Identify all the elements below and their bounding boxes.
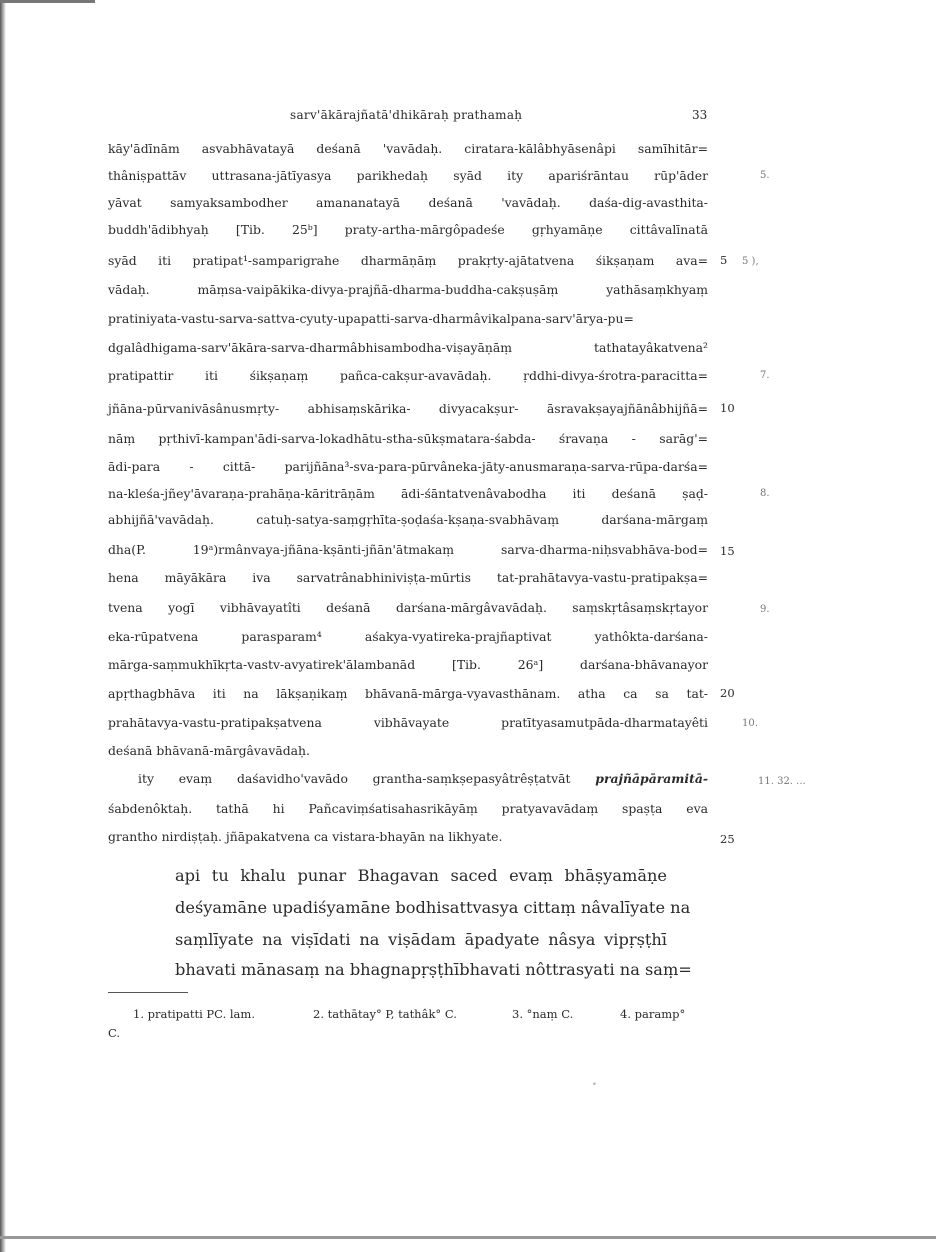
italic-term: prajñāpāramitā- (595, 771, 708, 786)
text-line: vādaḥ. māṃsa-vaipākika-divya-prajñā-dharma-buddha-cakṣuṣāṃ yathāsaṃkhyaṃ (108, 282, 708, 297)
footnote: 4. paramp° (620, 1007, 686, 1021)
text-line: mārga-saṃmukhīkṛta-vastv-avyatirek'ālambanād [Tib. 26ᵃ] darśana-bhāvanayor (108, 657, 708, 672)
line-number: 15 (720, 544, 735, 558)
text-line: kāy'ādīnām asvabhāvatayā deśanā 'vavādaḥ. ciratara-kālâbhyāsenâpi samīhitār= (108, 141, 708, 156)
text-line: ādi-para - cittā- parijñāna³-sva-para-pūrvâneka-jāty-anusmaraṇa-sarva-rūpa-darśa= (108, 459, 708, 474)
margin-mark: 5 ), (742, 256, 759, 267)
text-line: abhijñā'vavādaḥ. catuḥ-satya-saṃgṛhīta-ṣoḍaśa-kṣaṇa-svabhāvaṃ darśana-mārgaṃ (108, 512, 708, 527)
line-number: 10 (720, 401, 735, 415)
text-line: tvena yogī vibhāvayatîti deśanā darśana-mārgâvavādaḥ. saṃskṛtâsaṃskṛtayor (108, 600, 708, 615)
text-line: syād iti pratipat¹-samparigrahe dharmāṇāṃ prakṛty-ajātatvena śikṣaṇam ava= (108, 253, 708, 268)
page-number: 33 (692, 108, 708, 122)
text-line: jñāna-pūrvanivāsânusmṛty- abhisaṃskārika- divyacakṣur- āsravakṣayajñānâbhijñā= (108, 401, 708, 416)
line-number: 20 (720, 686, 735, 700)
text-line: deśanā bhāvanā-mārgâvavādaḥ. (108, 743, 310, 758)
text-line: grantho nirdiṣṭaḥ. jñāpakatvena ca vistara-bhayān na likhyate. (108, 829, 503, 844)
margin-mark: 10. (742, 718, 758, 729)
root-text-line: bhavati mānasaṃ na bhagnapṛṣṭhībhavati nôttrasyati na saṃ= (175, 960, 692, 979)
footnote-rule (108, 992, 188, 993)
scan-bottom-edge (0, 1236, 936, 1239)
text-line (138, 771, 708, 786)
text-line: pratiniyata-vastu-sarva-sattva-cyuty-upapatti-sarva-dharmâvikalpana-sarv'ārya-pu= (108, 311, 634, 326)
text-line: apṛthagbhāva iti na lākṣaṇikaṃ bhāvanā-mārga-vyavasthānam. atha ca sa tat- (108, 686, 708, 701)
text-segment: ity evaṃ daśavidho'vavādo grantha-saṃkṣepasyâtrêṣṭatvāt (138, 771, 571, 786)
text-line: na-kleśa-jñey'āvaraṇa-prahāṇa-kāritrāṇām ādi-śāntatvenâvabodha iti deśanā ṣaḍ- (108, 486, 708, 501)
line-number: 25 (720, 832, 735, 846)
scan-speck: • (592, 1080, 597, 1089)
root-text-line: api tu khalu punar Bhagavan saced evaṃ bhāṣyamāṇe (175, 866, 667, 885)
scan-top-edge (0, 0, 95, 3)
text-line: yāvat samyaksambodher amananatayā deśanā 'vavādaḥ. daśa-dig-avasthita- (108, 195, 708, 210)
text-line: dha(P. 19ᵃ)rmânvaya-jñāna-kṣānti-jñān'ātmakaṃ sarva-dharma-niḥsvabhāva-bod= (108, 542, 708, 557)
running-title: sarv'ākārajñatā'dhikāraḥ prathamaḥ (290, 108, 523, 122)
margin-mark: 9. (760, 604, 770, 615)
scan-left-edge (0, 0, 6, 1252)
margin-mark: 7. (760, 370, 770, 381)
running-header (0, 108, 936, 128)
text-line: dgalâdhigama-sarv'ākāra-sarva-dharmâbhisambodha-viṣayāṇāṃ tathatayâkatvena² (108, 340, 708, 355)
text-line: śabdenôktaḥ. tathā hi Pañcaviṃśatisahasrikāyāṃ pratyavavādaṃ spaṣṭa eva (108, 801, 708, 816)
text-line: nāṃ pṛthivī-kampan'ādi-sarva-lokadhātu-stha-sūkṣmatara-śabda- śravaṇa - sarāg'= (108, 431, 708, 446)
line-number: 5 (720, 253, 728, 267)
text-line: prahātavya-vastu-pratipakṣatvena vibhāvayate pratītyasamutpāda-dharmatayêti (108, 715, 708, 730)
margin-mark: 8. (760, 488, 770, 499)
margin-mark: 5. (760, 170, 770, 181)
footnote: 1. pratipatti PC. lam. (133, 1007, 255, 1021)
text-line: buddh'ādibhyaḥ [Tib. 25ᵇ] praty-artha-mārgôpadeśe gṛhyamāṇe cittâvalīnatā (108, 222, 708, 237)
root-text-line: deśyamāne upadiśyamāne bodhisattvasya cittaṃ nâvalīyate na (175, 898, 691, 917)
footnote: 3. °naṃ C. (512, 1007, 574, 1021)
footnote: 2. tathātay° P, tathâk° C. (313, 1007, 457, 1021)
root-text-line: saṃlīyate na viṣīdati na viṣādam āpadyate nâsya vipṛṣṭhī (175, 930, 667, 949)
text-line: thâniṣpattāv uttrasana-jātīyasya parikhedaḥ syād ity apariśrāntau rūp'āder (108, 168, 708, 183)
text-line: eka-rūpatvena parasparam⁴ aśakya-vyatireka-prajñaptivat yathôkta-darśana- (108, 629, 708, 644)
margin-mark: 11. 32. ... (758, 776, 806, 787)
footnote-continuation: C. (108, 1026, 121, 1040)
text-line: hena māyākāra iva sarvatrânabhiniviṣṭa-mūrtis tat-prahātavya-vastu-pratipakṣa= (108, 570, 708, 585)
text-line: pratipattir iti śikṣaṇaṃ pañca-cakṣur-avavādaḥ. ṛddhi-divya-śrotra-paracitta= (108, 368, 708, 383)
